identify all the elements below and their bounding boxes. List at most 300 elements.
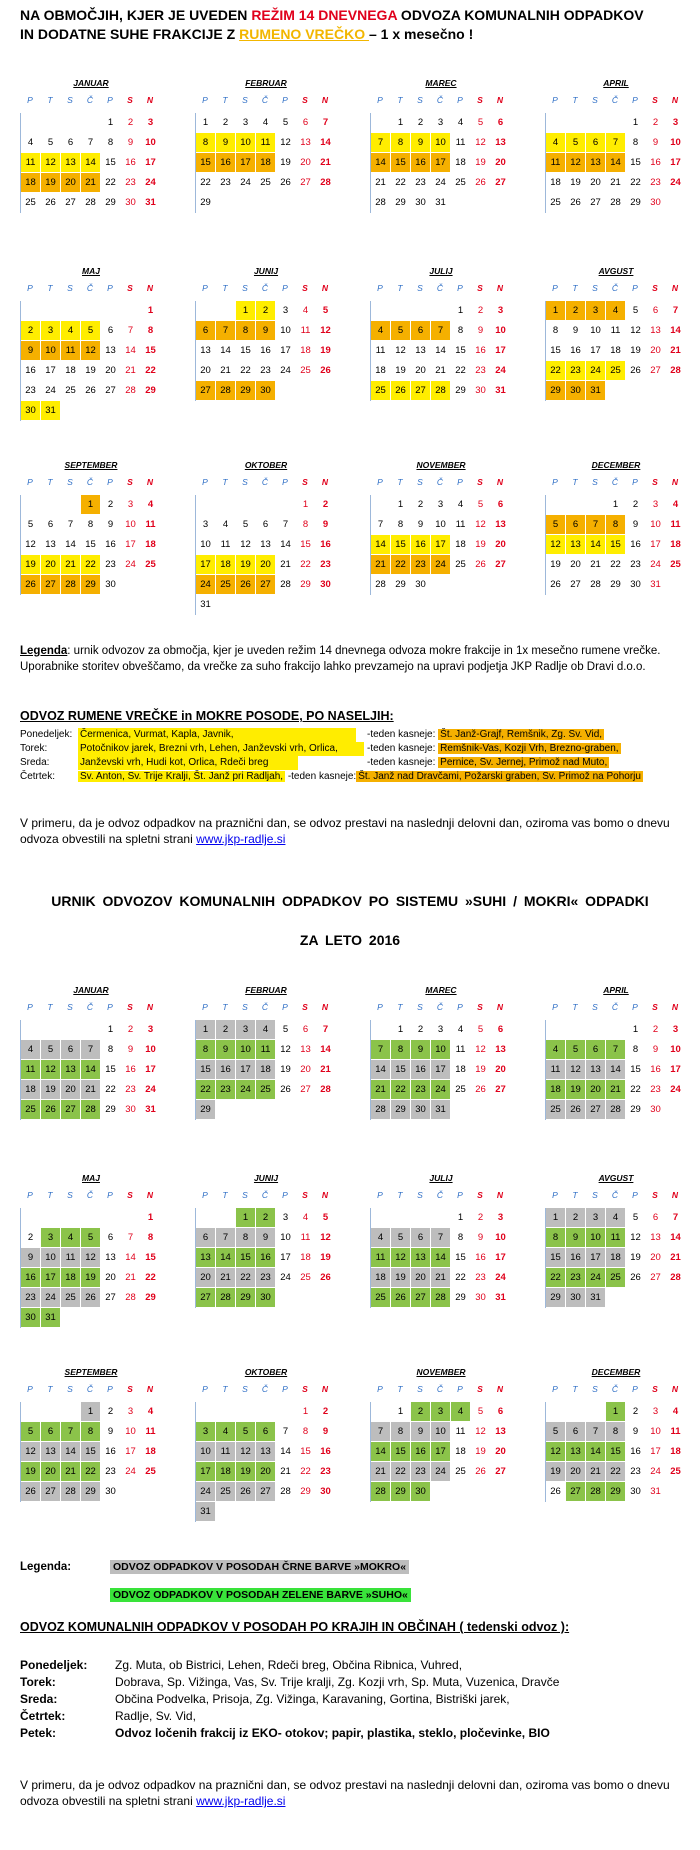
- empty-day: [276, 1402, 296, 1422]
- day-cell: 18: [451, 1442, 471, 1462]
- day-cell: 7: [371, 1422, 391, 1442]
- day-cell: 1: [606, 1402, 626, 1422]
- day-cell: 10: [491, 1228, 511, 1248]
- day-cell: 18: [546, 173, 566, 193]
- empty-day: [566, 1402, 586, 1422]
- day-cell: 9: [216, 133, 236, 153]
- day-cell: 16: [471, 1248, 491, 1268]
- day-cell: 22: [101, 1080, 121, 1100]
- day-cell: 26: [81, 381, 101, 401]
- day-cell: 6: [566, 1422, 586, 1442]
- day-cell: 28: [121, 381, 141, 401]
- day-cell: 10: [666, 1040, 686, 1060]
- day-cell: 23: [101, 1462, 121, 1482]
- day-cell: 16: [101, 1442, 121, 1462]
- month-name: OKTOBER: [244, 460, 288, 470]
- day-cell: 6: [566, 515, 586, 535]
- day-cell: 19: [41, 1080, 61, 1100]
- empty-day: [411, 301, 431, 321]
- day-cell: 15: [451, 1248, 471, 1268]
- day-cell: 27: [296, 173, 316, 193]
- top-title-part2: ODVOZA KOMUNALNIH ODPADKOV IN DODATNE SUHE FRAKCIJE Z: [20, 7, 644, 42]
- month-name: JUNIJ: [253, 1173, 279, 1183]
- day-cell: 14: [276, 1442, 296, 1462]
- empty-day: [566, 495, 586, 515]
- weekday-label: T: [47, 1190, 53, 1200]
- day-cell: 14: [371, 535, 391, 555]
- day-cell: 25: [451, 173, 471, 193]
- day-cell: 16: [21, 1268, 41, 1288]
- month-calendar: [545, 78, 687, 213]
- bottom-year-title: ZA LETO 2016: [299, 932, 401, 948]
- day-cell: 12: [626, 321, 646, 341]
- day-cell: 13: [566, 1442, 586, 1462]
- day-grid: [195, 1208, 337, 1308]
- day-cell: 28: [606, 193, 626, 213]
- day-cell: 10: [236, 1040, 256, 1060]
- weekday-label: S: [477, 1384, 483, 1394]
- day-cell: 13: [411, 341, 431, 361]
- day-cell: 19: [41, 173, 61, 193]
- row-areas-later: Pernice, Sv. Jernej, Primož nad Muto,: [440, 757, 608, 768]
- day-cell: 11: [666, 515, 686, 535]
- day-cell: 9: [471, 321, 491, 341]
- day-cell: 7: [606, 133, 626, 153]
- weekday-label: N: [146, 1384, 154, 1394]
- day-cell: 30: [471, 1288, 491, 1308]
- day-cell: 26: [471, 173, 491, 193]
- weekday-label: S: [242, 283, 248, 293]
- weekday-label: Č: [86, 1384, 94, 1394]
- day-cell: 8: [451, 321, 471, 341]
- day-cell: 26: [471, 555, 491, 575]
- day-cell: 14: [61, 1442, 81, 1462]
- row-mid: -teden kasneje:: [367, 729, 436, 740]
- weekday-label: P: [282, 1384, 288, 1394]
- day-cell: 31: [141, 193, 161, 213]
- day-cell: 1: [81, 1402, 101, 1422]
- day-cell: 22: [391, 173, 411, 193]
- weekday-label: S: [477, 1190, 483, 1200]
- day-cell: 21: [81, 1080, 101, 1100]
- day-cell: 28: [371, 1482, 391, 1502]
- empty-day: [391, 301, 411, 321]
- day-cell: 15: [391, 1442, 411, 1462]
- website-link[interactable]: www.jkp-radlje.si: [196, 1794, 286, 1808]
- day-cell: 26: [41, 193, 61, 213]
- day-cell: 10: [41, 341, 61, 361]
- weekday-label: T: [222, 1190, 228, 1200]
- weekday-label: S: [127, 283, 133, 293]
- weekday-label: N: [146, 283, 154, 293]
- month-calendar: [195, 78, 337, 213]
- row-day: Sreda:: [20, 1692, 58, 1706]
- month-calendar: [195, 266, 337, 401]
- day-cell: 26: [236, 1482, 256, 1502]
- day-cell: 29: [606, 1482, 626, 1502]
- weekday-label: N: [321, 1002, 329, 1012]
- day-cell: 14: [666, 321, 686, 341]
- month-name: SEPTEMBER: [64, 460, 118, 470]
- day-cell: 4: [451, 113, 471, 133]
- month-calendar: [195, 1173, 337, 1308]
- day-cell: 27: [196, 1288, 216, 1308]
- day-cell: 10: [236, 133, 256, 153]
- day-grid: [195, 495, 337, 615]
- empty-day: [41, 301, 61, 321]
- day-cell: 23: [21, 381, 41, 401]
- weekday-label: N: [496, 1190, 504, 1200]
- day-cell: 5: [391, 321, 411, 341]
- day-cell: 6: [491, 1402, 511, 1422]
- day-cell: 14: [371, 1060, 391, 1080]
- day-cell: 15: [196, 1060, 216, 1080]
- day-cell: 9: [646, 133, 666, 153]
- day-cell: 1: [391, 1020, 411, 1040]
- day-cell: 10: [491, 321, 511, 341]
- day-cell: 13: [566, 535, 586, 555]
- day-grid: [370, 1208, 512, 1308]
- day-cell: 29: [101, 193, 121, 213]
- day-cell: 19: [21, 555, 41, 575]
- day-cell: 21: [666, 341, 686, 361]
- empty-day: [216, 301, 236, 321]
- day-cell: 20: [491, 535, 511, 555]
- weekday-label: P: [107, 477, 113, 487]
- day-cell: 15: [391, 153, 411, 173]
- empty-day: [121, 301, 141, 321]
- day-cell: 26: [316, 361, 336, 381]
- weekday-label: S: [302, 283, 308, 293]
- row-day: Četrtek:: [20, 1709, 66, 1723]
- day-cell: 6: [491, 495, 511, 515]
- weekday-label: T: [47, 283, 53, 293]
- day-cell: 4: [666, 1402, 686, 1422]
- day-cell: 27: [101, 381, 121, 401]
- empty-day: [391, 1208, 411, 1228]
- weekday-header: [545, 95, 687, 109]
- day-cell: 29: [606, 575, 626, 595]
- day-grid: [370, 301, 512, 401]
- day-cell: 1: [196, 113, 216, 133]
- day-cell: 9: [411, 1422, 431, 1442]
- day-cell: 30: [316, 1482, 336, 1502]
- day-cell: 6: [411, 321, 431, 341]
- day-cell: 7: [276, 1422, 296, 1442]
- day-cell: 12: [471, 133, 491, 153]
- day-cell: 23: [216, 1080, 236, 1100]
- weekday-label: S: [67, 477, 73, 487]
- day-cell: 23: [411, 555, 431, 575]
- weekday-label: S: [127, 477, 133, 487]
- day-cell: 3: [41, 1228, 61, 1248]
- day-cell: 4: [21, 1040, 41, 1060]
- day-cell: 21: [121, 361, 141, 381]
- month-calendar: [20, 266, 162, 421]
- day-cell: 20: [101, 1268, 121, 1288]
- top-legend-label: Legenda: [20, 645, 68, 657]
- day-cell: 3: [121, 495, 141, 515]
- day-cell: 24: [586, 1268, 606, 1288]
- day-cell: 17: [586, 1248, 606, 1268]
- month-name: APRIL: [603, 985, 629, 995]
- day-cell: 25: [216, 575, 236, 595]
- day-cell: 16: [316, 1442, 336, 1462]
- day-cell: 5: [471, 495, 491, 515]
- day-cell: 7: [276, 515, 296, 535]
- day-cell: 5: [81, 321, 101, 341]
- day-cell: 24: [141, 173, 161, 193]
- day-cell: 28: [431, 381, 451, 401]
- weekday-label: S: [127, 1384, 133, 1394]
- empty-day: [411, 1208, 431, 1228]
- day-cell: 29: [196, 193, 216, 213]
- top-schedule-heading: ODVOZ RUMENE VREČKE in MOKRE POSODE, PO NASELJIH:: [20, 709, 394, 723]
- weekday-label: S: [242, 1384, 248, 1394]
- empty-day: [606, 1020, 626, 1040]
- day-cell: 6: [586, 133, 606, 153]
- weekday-header: [20, 477, 162, 491]
- day-cell: 1: [626, 1020, 646, 1040]
- day-cell: 15: [141, 1248, 161, 1268]
- month-calendar: [545, 266, 687, 401]
- weekday-label: N: [321, 1384, 329, 1394]
- day-grid: [20, 1020, 162, 1120]
- day-cell: 25: [451, 1462, 471, 1482]
- day-cell: 25: [371, 381, 391, 401]
- top-legend: [20, 643, 680, 675]
- day-cell: 28: [316, 1080, 336, 1100]
- month-calendar: [545, 1367, 687, 1502]
- weekday-label: P: [107, 1002, 113, 1012]
- day-cell: 10: [141, 1040, 161, 1060]
- empty-day: [216, 1402, 236, 1422]
- day-cell: 22: [606, 555, 626, 575]
- day-cell: 1: [101, 1020, 121, 1040]
- day-cell: 13: [411, 1248, 431, 1268]
- weekday-label: P: [632, 1002, 638, 1012]
- day-cell: 24: [431, 1462, 451, 1482]
- weekday-header: [195, 1002, 337, 1016]
- day-cell: 30: [411, 1100, 431, 1120]
- day-cell: 8: [451, 1228, 471, 1248]
- day-cell: 22: [196, 173, 216, 193]
- empty-day: [566, 113, 586, 133]
- day-grid: [545, 1020, 687, 1120]
- day-cell: 28: [606, 1100, 626, 1120]
- day-cell: 9: [411, 1040, 431, 1060]
- day-cell: 21: [316, 1060, 336, 1080]
- month-name: JANUAR: [73, 78, 109, 88]
- weekday-label: P: [27, 1002, 33, 1012]
- weekday-header: [545, 1384, 687, 1398]
- day-cell: 10: [646, 515, 666, 535]
- day-cell: 5: [316, 301, 336, 321]
- weekday-label: P: [457, 1002, 463, 1012]
- day-cell: 10: [141, 133, 161, 153]
- top-title-part: NA OBMOČJIH, KJER JE UVEDEN: [20, 7, 252, 23]
- day-cell: 31: [41, 1308, 61, 1328]
- day-cell: 25: [21, 1100, 41, 1120]
- day-cell: 27: [61, 1100, 81, 1120]
- day-cell: 31: [491, 381, 511, 401]
- empty-day: [61, 1020, 81, 1040]
- day-cell: 25: [451, 1080, 471, 1100]
- day-cell: 29: [626, 193, 646, 213]
- day-cell: 7: [666, 301, 686, 321]
- day-cell: 29: [626, 1100, 646, 1120]
- day-cell: 11: [21, 153, 41, 173]
- day-cell: 21: [316, 153, 336, 173]
- empty-day: [216, 1208, 236, 1228]
- day-cell: 19: [566, 173, 586, 193]
- day-cell: 6: [256, 1422, 276, 1442]
- day-cell: 27: [646, 1268, 666, 1288]
- day-cell: 29: [101, 1100, 121, 1120]
- day-cell: 24: [586, 361, 606, 381]
- day-cell: 28: [276, 575, 296, 595]
- empty-day: [61, 1208, 81, 1228]
- day-cell: 20: [491, 1060, 511, 1080]
- weekday-label: S: [592, 1384, 598, 1394]
- day-cell: 9: [566, 1228, 586, 1248]
- day-cell: 8: [196, 1040, 216, 1060]
- day-cell: 11: [61, 1248, 81, 1268]
- day-cell: 30: [566, 1288, 586, 1308]
- weekday-label: T: [397, 283, 403, 293]
- day-cell: 21: [431, 1268, 451, 1288]
- day-cell: 18: [141, 535, 161, 555]
- day-cell: 15: [196, 153, 216, 173]
- day-cell: 28: [216, 381, 236, 401]
- website-link[interactable]: www.jkp-radlje.si: [196, 832, 286, 846]
- weekday-label: Č: [261, 1002, 269, 1012]
- weekday-label: S: [652, 1190, 658, 1200]
- day-cell: 5: [41, 133, 61, 153]
- day-cell: 1: [391, 113, 411, 133]
- day-cell: 20: [61, 1080, 81, 1100]
- day-cell: 15: [626, 153, 646, 173]
- day-cell: 23: [316, 555, 336, 575]
- weekday-label: P: [282, 95, 288, 105]
- day-cell: 12: [276, 133, 296, 153]
- day-cell: 29: [546, 381, 566, 401]
- day-cell: 30: [646, 193, 666, 213]
- weekday-label: T: [397, 477, 403, 487]
- day-cell: 27: [41, 1482, 61, 1502]
- day-cell: 11: [546, 153, 566, 173]
- day-cell: 11: [256, 133, 276, 153]
- day-cell: 19: [566, 1080, 586, 1100]
- day-cell: 25: [256, 1080, 276, 1100]
- day-cell: 2: [316, 495, 336, 515]
- day-cell: 28: [276, 1482, 296, 1502]
- day-cell: 18: [666, 1442, 686, 1462]
- day-cell: 25: [546, 1100, 566, 1120]
- day-grid: [20, 1208, 162, 1328]
- empty-day: [276, 495, 296, 515]
- weekday-label: T: [572, 1002, 578, 1012]
- day-cell: 19: [316, 1248, 336, 1268]
- day-cell: 14: [371, 153, 391, 173]
- weekday-label: Č: [436, 1190, 444, 1200]
- day-cell: 7: [431, 1228, 451, 1248]
- day-cell: 24: [121, 1462, 141, 1482]
- empty-day: [236, 495, 256, 515]
- day-cell: 9: [121, 1040, 141, 1060]
- day-cell: 28: [81, 1100, 101, 1120]
- weekday-header: [545, 1002, 687, 1016]
- day-cell: 16: [411, 153, 431, 173]
- day-grid: [545, 301, 687, 401]
- day-cell: 23: [256, 1268, 276, 1288]
- day-cell: 3: [276, 1208, 296, 1228]
- day-cell: 8: [546, 321, 566, 341]
- day-cell: 22: [81, 1462, 101, 1482]
- day-cell: 11: [216, 535, 236, 555]
- day-cell: 1: [451, 1208, 471, 1228]
- empty-day: [21, 113, 41, 133]
- day-cell: 31: [491, 1288, 511, 1308]
- day-cell: 21: [371, 1080, 391, 1100]
- weekday-label: P: [457, 1384, 463, 1394]
- day-cell: 25: [666, 555, 686, 575]
- day-cell: 7: [316, 1020, 336, 1040]
- month-name: FEBRUAR: [245, 985, 287, 995]
- day-cell: 30: [626, 575, 646, 595]
- day-cell: 23: [411, 173, 431, 193]
- day-cell: 21: [606, 173, 626, 193]
- day-cell: 21: [61, 1462, 81, 1482]
- day-cell: 18: [451, 1060, 471, 1080]
- day-cell: 11: [296, 321, 316, 341]
- day-cell: 19: [236, 1462, 256, 1482]
- day-cell: 29: [236, 381, 256, 401]
- day-cell: 23: [566, 361, 586, 381]
- day-grid: [20, 113, 162, 213]
- day-cell: 19: [546, 555, 566, 575]
- weekday-label: Č: [261, 283, 269, 293]
- day-cell: 20: [41, 555, 61, 575]
- day-cell: 6: [61, 1040, 81, 1060]
- day-cell: 24: [276, 1268, 296, 1288]
- day-cell: 25: [141, 555, 161, 575]
- day-cell: 13: [296, 133, 316, 153]
- day-cell: 5: [471, 113, 491, 133]
- weekday-label: S: [652, 283, 658, 293]
- day-cell: 8: [606, 515, 626, 535]
- day-cell: 18: [216, 555, 236, 575]
- weekday-label: S: [242, 477, 248, 487]
- day-cell: 2: [121, 113, 141, 133]
- weekday-label: S: [417, 283, 423, 293]
- month-name: MAREC: [425, 78, 457, 88]
- day-cell: 28: [61, 575, 81, 595]
- day-cell: 11: [256, 1040, 276, 1060]
- day-cell: 30: [21, 1308, 41, 1328]
- weekday-label: S: [417, 1384, 423, 1394]
- day-cell: 7: [61, 1422, 81, 1442]
- day-cell: 9: [21, 341, 41, 361]
- day-cell: 1: [546, 301, 566, 321]
- weekday-label: P: [377, 477, 383, 487]
- legend-green-bins: ODVOZ ODPADKOV V POSODAH ZELENE BARVE »SUHO«: [110, 1588, 411, 1602]
- day-cell: 3: [236, 1020, 256, 1040]
- day-cell: 8: [236, 321, 256, 341]
- day-cell: 11: [451, 1040, 471, 1060]
- weekday-label: S: [67, 283, 73, 293]
- day-cell: 5: [236, 515, 256, 535]
